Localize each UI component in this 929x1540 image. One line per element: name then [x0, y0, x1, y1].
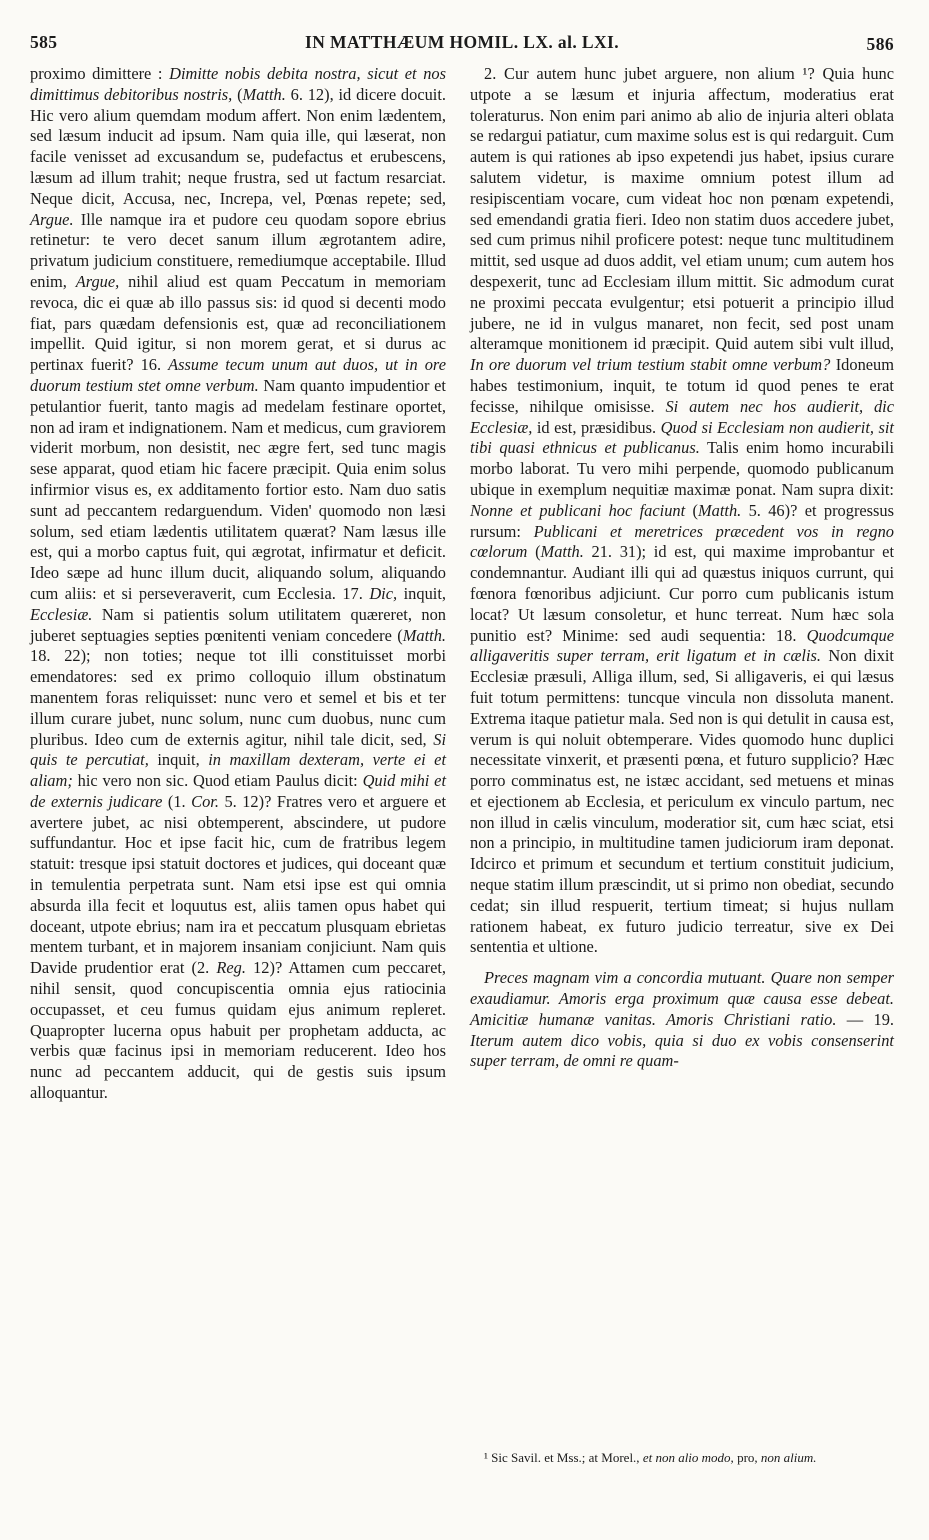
text-segment: (: [232, 84, 243, 104]
text-segment: (: [527, 542, 541, 562]
italic-text-segment: Matth.: [242, 84, 286, 104]
italic-text-segment: Quod si Ecclesiam non audierit, sit tibi quasi ethnicus et publicanus.: [470, 417, 894, 458]
text-segment: Idoneum habes testimonium, inquit, te totum id quod penes te erat fecisse, nihilque omisisse.: [470, 355, 894, 416]
italic-text-segment: in maxillam dexteram, verte ei et aliam;: [30, 750, 447, 791]
text-segment: — 19.: [836, 1009, 894, 1029]
italic-text-segment: Argue.: [30, 209, 74, 229]
text-segment: 12)? Attamen cum peccaret, nihil sensit, quod concupiscentia omnia ejus ratiocinia occupasset, et ceu fumus quidam ejus animum repleret. Quapropter lucerna opus habuit per prophetam adducta, ac verbis quæ facinus ipsi in memoriam reducerent. Ideo hos nunc ad peccantem adducit, qui de gestis suis ipsum alloquantur.: [30, 958, 447, 1103]
footnote: [484, 1450, 894, 1466]
paragraph: [30, 64, 446, 1104]
text-segment: (1.: [162, 791, 192, 811]
text-segment: 2. Cur autem hunc jubet arguere, non alium ¹? Quia hunc utpote a se læsum et injuria affectum, moderatius erat toleraturus. Non enim pari animo ab alio de injuria alteri oblata se redargui patiatur, cum maxime solus est is qui redarguit. Cum autem is qui rationes ab ipso expetendi jus habet, ipsius curare salutem videtur, is maxime omnium potest illum ad resipiscentiam vocare, cum videat hoc non pœnam expetendi, sed emendandi gratia fieri. Ideo non statim duos accedere jubet, sed cum primus nihil proficere potest: neque tunc multitudinem mittit, sed usque ad duos addit, vel etiam unum; cum autem hos despexerit, tunc ad Ecclesiam illum mittit. Sic admodum curat ne proximi peccata evulgentur; etsi potuerit a principio illud jubere, ne id in vulgus manaret, non fecit, sed post unam alteramque monitionem id præcipit. Quid autem sibi vult illud,: [470, 64, 894, 354]
text-segment: Non dixit Ecclesiæ præsuli, Alliga illum, sed, Si alligaveris, ei qui læsus fuit totum permittens: tuncque vincula non dissoluta manent. Extrema itaque patietur mala. Sed non is qui detulit in causa est, verum is qui noluit obtemperare. Vides quomodo hunc duplici necessitate vinxerit, et præsenti pœna, et futuro supplicio? Hæc porro comminatus est, ne istæc accidant, sed metuens et minas et ejectionem ab Ecclesia, et periculum ex vinculo partum, nec non illud in cælis vinculum, moderatior sit, cum hæc sciat, etsi non a principio, in multitudine tamen judiciorum iram deponat. Idcirco et primum et secundum et tertium constituit judicium, neque statim illum præscindit, ut si primo non obediat, secundo cedat; sin illud respuerit, tertium timeat; si hujus nullam rationem habeat, ex futuro judicio terreatur, sive ex Dei sententia et ultione.: [470, 646, 894, 957]
italic-text-segment: Iterum autem dico vobis, quia si duo ex vobis consenserint super terram, de omni re quam-: [470, 1030, 894, 1071]
italic-text-segment: Dic,: [369, 583, 398, 603]
paragraph: [470, 968, 894, 1072]
text-segment: Talis enim homo incurabili morbo laborat. Tu vero mihi perpende, quomodo publicanum ubique in exemplum nequitiæ maximæ ponat. Nam supra dixit:: [470, 438, 895, 499]
text-segment: 6. 12), id dicere docuit. Hic vero alium quemdam modum affert. Non enim lædentem, sed læsum inducit ad ipsum. Nam quia ille, qui læserat, non facile venisset ad excusandum se, pudefactus et erubescens, læsum ad illum trahit; neque frustra, sed ut factum resarciat. Neque dicit, Accusa, nec, Increpa, vel, Pœnas repete; sed,: [30, 84, 446, 208]
italic-text-segment: Nonne et publicani hoc faciunt: [470, 500, 686, 520]
text-segment: 21. 31); id est, qui maxime improbantur et condemnantur. Audiant illi qui ad quæstus iniquos currunt, qui fœnora fœnoribus adjiciunt. Cur porro cum publicanis istum locat? Ut læsum consoletur, et hunc terreat. Num hæc sola punitio est? Minime: sed audi sequentia: 18.: [470, 542, 894, 645]
text-segment: inquit,: [148, 750, 209, 770]
italic-text-segment: Si autem nec hos audierit, dic Ecclesiæ,: [470, 396, 894, 437]
text-segment: nihil aliud est quam Peccatum in memoriam revoca, dic ei quæ ab illo passus sis: id quod si decenti modo fiat, pars quædam defensionis est, quæ ad reconciliationem impellit. Quid igitur, si non morem gerat, et si durus ac pertinax fuerit? 16.: [30, 271, 446, 375]
italic-text-segment: Si quis te percutiat,: [30, 729, 446, 770]
footnote-segment: pro,: [733, 1450, 761, 1465]
italic-text-segment: Publicani et meretrices præcedent vos in regno cœlorum: [470, 521, 894, 562]
italic-text-segment: Matth.: [697, 500, 742, 520]
italic-text-segment: Argue,: [75, 271, 120, 291]
italic-text-segment: Matth.: [540, 542, 584, 562]
text-segment: 18. 22); non toties; neque tot illi constituisset morbi emendatores: sed ex primo colloquio illum obstinatum manentem foras reliquisset: nunc vero et semel et bis et ter illum curare jubet, nunc solum, nunc cum duobus, nunc cum pluribus. Ideo cum de externis agitur, nihil tale dicit, sed,: [30, 646, 446, 749]
text-segment: 5. 12)? Fratres vero et arguere et avertere jubet, ac nisi obtemperent, abscindere, ut pudore suffundantur. Hoc et ipse facit hic, cum de fratribus legem statuit: tresque ipsi statuit doctores et judices, qui doceant quæ in temulentia perpetrata sunt. Nam etsi ipse est qui omnia absurda illa fecit et loquutus est, aliis tamen opus habet qui doceant, utpote ebrius; nam ira et peccatum plusquam ebrietas mentem turbant, et in majorem insaniam conjiciunt. Nam quis Davide prudentior erat (2.: [30, 791, 446, 978]
running-title: IN MATTHÆUM HOMIL. LX. al. LXI.: [305, 32, 619, 52]
text-segment: inquit,: [397, 583, 446, 603]
italic-text-segment: Cor.: [191, 791, 219, 811]
italic-text-segment: Matth.: [402, 625, 446, 645]
text-segment: (: [685, 500, 698, 520]
text-segment: Ille namque ira et pudore ceu quodam sopore ebrius retinetur: te vero decet sanum illum ægrotantem adire, privatum judicium constituere, remediumque acceptabile. Illud enim,: [30, 209, 446, 291]
text-segment: id est, præsidibus.: [532, 417, 661, 437]
italic-text-segment: Ecclesiæ.: [30, 604, 93, 624]
italic-text-segment: Quodcumque alligaveritis super terram, erit ligatum et in cælis.: [470, 625, 894, 666]
italic-text-segment: Dimitte nobis debita nostra, sicut et nos dimittimus debitoribus nostris,: [30, 64, 446, 104]
footnote-italic-segment: et non alio modo,: [642, 1450, 734, 1465]
left-column: [30, 64, 446, 1104]
page-number-left: 585: [30, 32, 58, 52]
text-segment: 5. 46)? et progressus rursum:: [470, 500, 895, 541]
paragraph: [470, 64, 894, 958]
text-segment: Nam quanto impudentior et petulantior fuerit, tanto magis ad medelam festinare oportet, non ad iram et indignationem. Nam et medicus, cum graviorem viderit morbum, non desistit, nec ægre fert, sed tunc magis sese apparat, quod etiam hic facere præcipit. Quia enim solus infirmior visus es, ex additamento fortior esto. Nam duo satis sunt ad peccantem redarguendum. Viden' quomodo non læsi solum, sed etiam lædentis utilitatem quærat? Nam læsus ille est, qui a morbo captus fuit, qui ægrotat, infirmatur et deficit. Ideo sæpe ad hunc illum ducit, aliquando solum, aliquando cum aliis: et si perseveraverit, cum Ecclesia. 17.: [30, 375, 446, 603]
text-segment: Nam si patientis solum utilitatem quæreret, non juberet septuagies septies pœnitenti veniam concedere (: [30, 604, 446, 645]
italic-text-segment: Quid mihi et de externis judicare: [30, 771, 446, 811]
italic-text-segment: Assume tecum unum aut duos, ut in ore duorum testium stet omne verbum.: [30, 355, 446, 395]
right-column: [470, 64, 894, 1072]
page-number-right: 586: [866, 34, 894, 54]
italic-text-segment: Preces magnam vim a concordia mutuant. Quare non semper exaudiamur. Amoris erga proximum quæ causa esse debeat. Amicitiæ humanæ vanitas. Amoris Christiani ratio.: [470, 968, 894, 1029]
footnote-segment: ¹ Sic Savil. et Mss.; at Morel.,: [484, 1450, 643, 1465]
italic-text-segment: Reg.: [216, 958, 246, 978]
text-segment: proximo dimittere :: [30, 64, 170, 83]
running-header: [30, 32, 894, 60]
italic-text-segment: In ore duorum vel trium testium stabit omne verbum?: [470, 355, 831, 375]
text-segment: hic vero non sic. Quod etiam Paulus dicit:: [72, 771, 363, 791]
footnote-italic-segment: non alium.: [760, 1450, 817, 1465]
